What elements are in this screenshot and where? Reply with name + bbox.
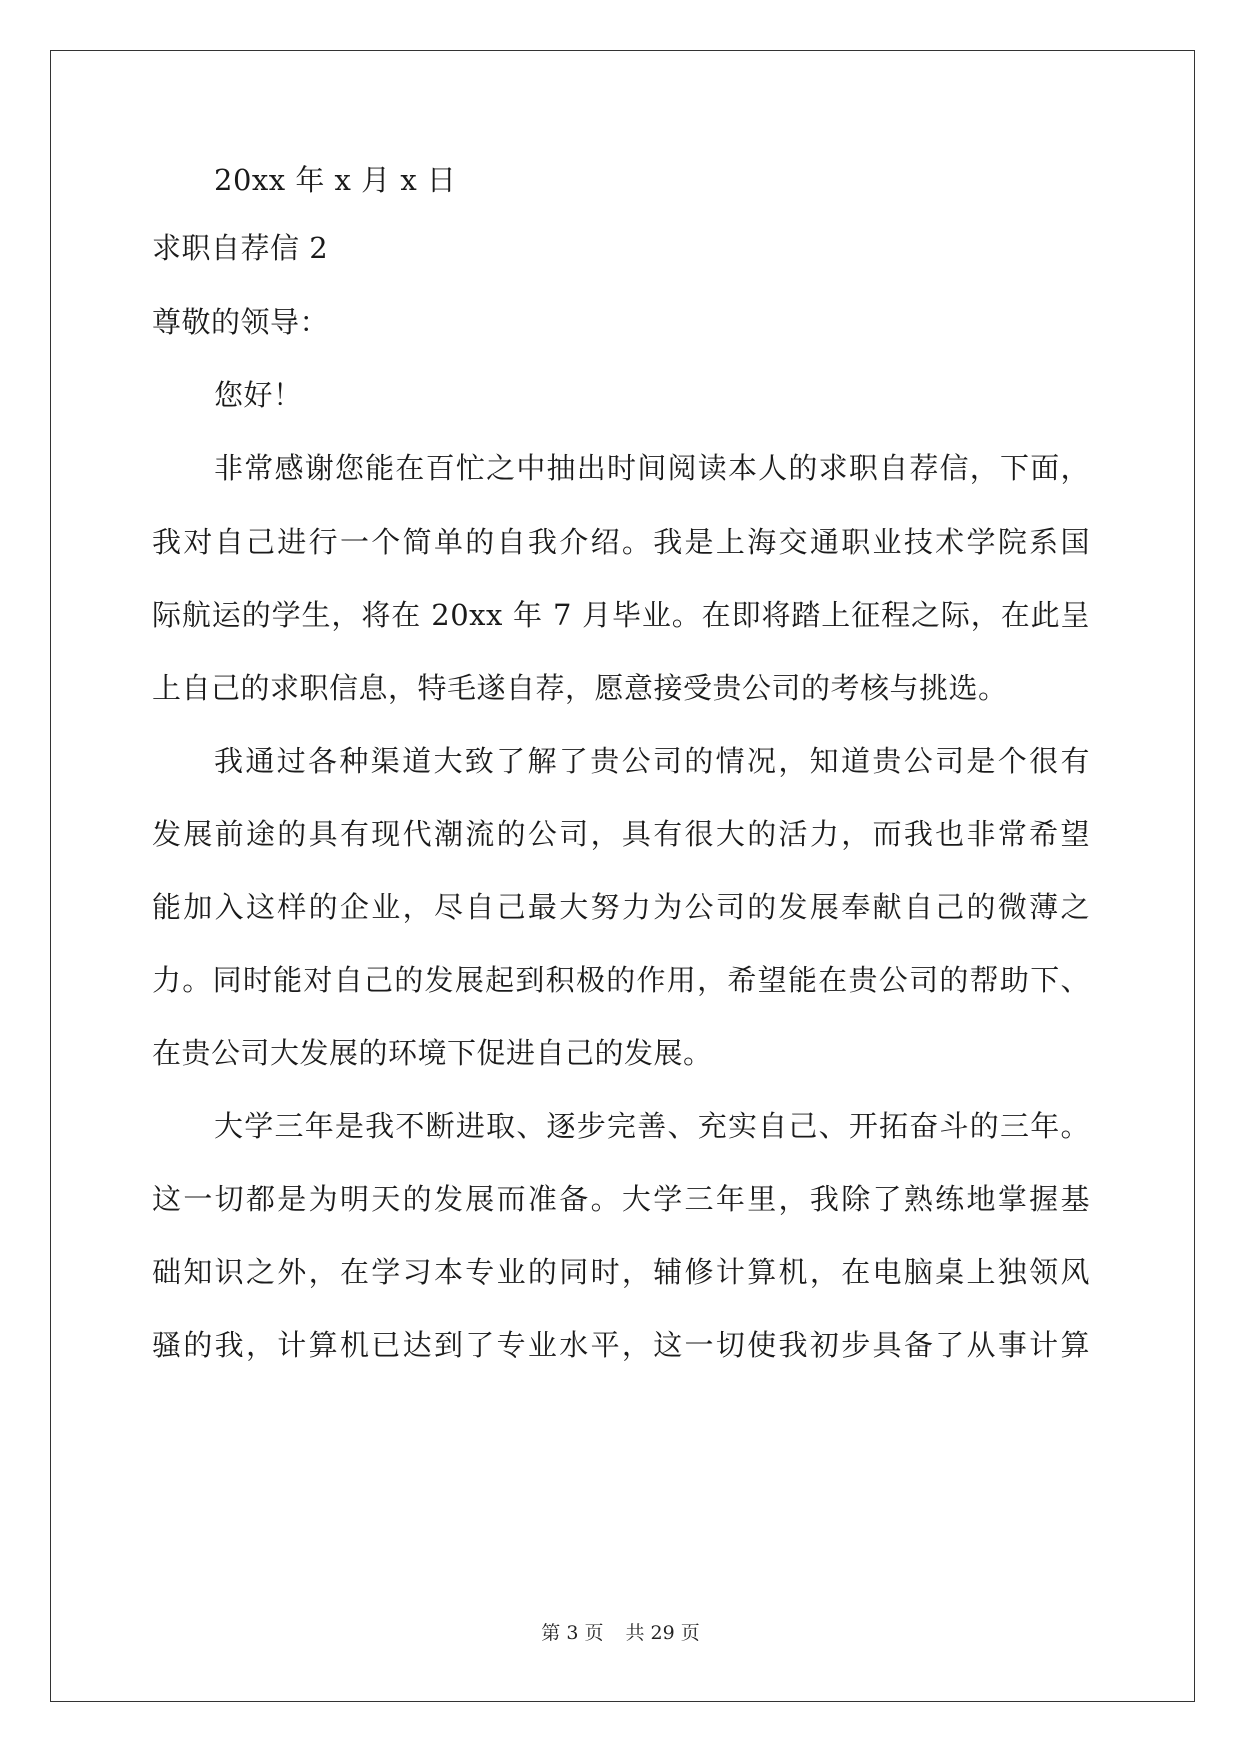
paragraph-3-line-1: 大学三年是我不断进取、逐步完善、充实自己、开拓奋斗的三年。 — [214, 1109, 1090, 1143]
section-title: 求职自荐信 2 — [152, 231, 329, 265]
paragraph-2-line-1: 我通过各种渠道大致了解了贵公司的情况，知道贵公司是个很有 — [214, 744, 1090, 778]
paragraph-3-line-4: 骚的我，计算机已达到了专业水平，这一切使我初步具备了从事计算 — [152, 1328, 1090, 1362]
paragraph-2-line-4: 力。同时能对自己的发展起到积极的作用，希望能在贵公司的帮助下、 — [152, 963, 1090, 997]
page-border — [50, 50, 1195, 1702]
paragraph-3-line-2: 这一切都是为明天的发展而准备。大学三年里，我除了熟练地掌握基 — [152, 1182, 1090, 1216]
paragraph-2-line-3: 能加入这样的企业，尽自己最大努力为公司的发展奉献自己的微薄之 — [152, 890, 1090, 924]
page-total: 共 29 页 — [625, 1622, 700, 1644]
paragraph-2-line-5: 在贵公司大发展的环境下促进自己的发展。 — [152, 1036, 713, 1070]
page-footer — [0, 1618, 1241, 1645]
page-number: 第 3 页 — [541, 1622, 604, 1644]
paragraph-1-line-2: 我对自己进行一个简单的自我介绍。我是上海交通职业技术学院系国 — [152, 525, 1090, 559]
paragraph-1-line-4: 上自己的求职信息，特毛遂自荐，愿意接受贵公司的考核与挑选。 — [152, 671, 1008, 705]
paragraph-1-line-1: 非常感谢您能在百忙之中抽出时间阅读本人的求职自荐信，下面， — [214, 451, 1090, 485]
date-line: 20xx 年 x 月 x 日 — [214, 163, 457, 197]
salutation: 尊敬的领导： — [152, 305, 330, 339]
paragraph-2-line-2: 发展前途的具有现代潮流的公司，具有很大的活力，而我也非常希望 — [152, 817, 1090, 851]
paragraph-3-line-3: 础知识之外，在学习本专业的同时，辅修计算机，在电脑桌上独领风 — [152, 1255, 1090, 1289]
greeting: 您好！ — [214, 378, 303, 412]
paragraph-1-line-3: 际航运的学生，将在 20xx 年 7 月毕业。在即将踏上征程之际，在此呈 — [152, 598, 1090, 632]
